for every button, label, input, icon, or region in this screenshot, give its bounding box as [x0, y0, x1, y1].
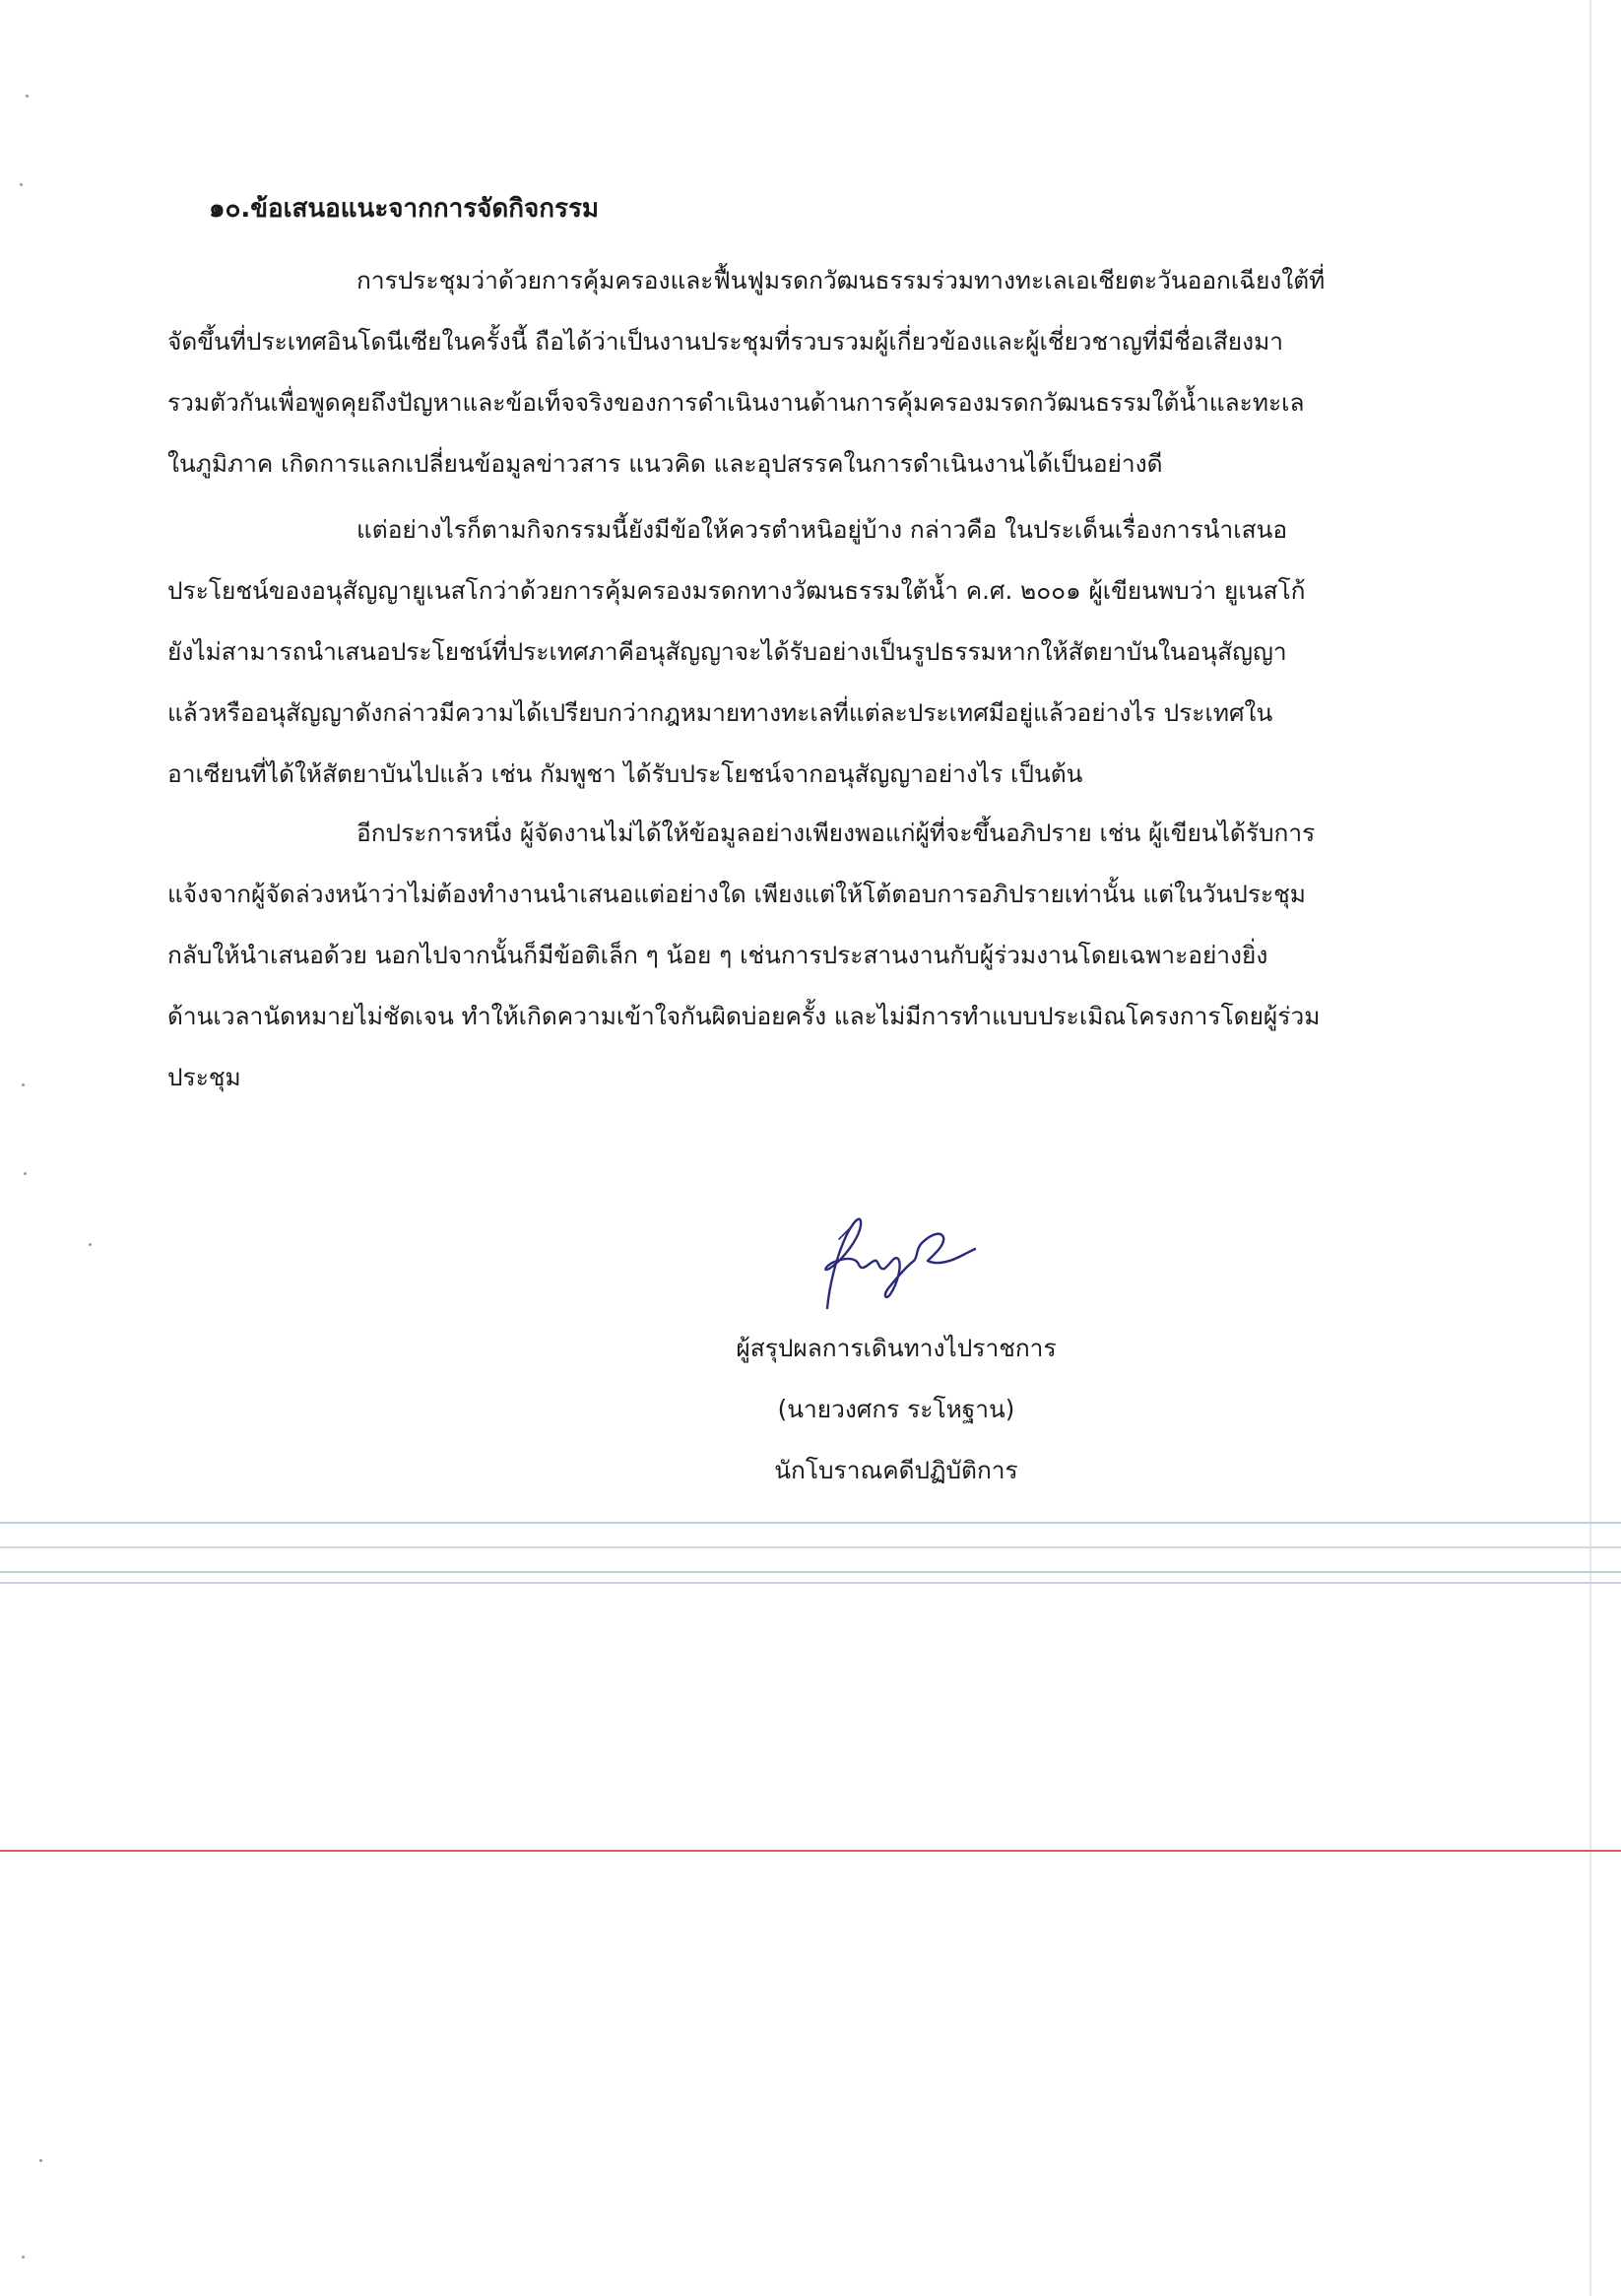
scan-speck [39, 2159, 42, 2162]
scan-speck [22, 2256, 25, 2259]
scan-rule [0, 1522, 1621, 1524]
scan-speck [26, 95, 29, 98]
paragraph-line: จัดขึ้นที่ประเทศอินโดนีเซียในครั้งนี้ ถือได้ว่าเป็นงานประชุมที่รวบรวมผู้เกี่ยวข้องและผู้เชี่ยวชาญที่มีชื่อเสียงมา [167, 327, 1284, 356]
handwritten-signature [788, 1200, 995, 1318]
paragraph-line: ยังไม่สามารถนำเสนอประโยชน์ที่ประเทศภาคีอนุสัญญาจะได้รับอย่างเป็นรูปธรรมหากให้สัตยาบันในอนุสัญญา [167, 637, 1287, 666]
signatory-position: นักโบราณคดีปฏิบัติการ [774, 1456, 1018, 1484]
paragraph-line: ประโยชน์ของอนุสัญญายูเนสโกว่าด้วยการคุ้มครองมรดกทางวัฒนธรรมใต้น้ำ ค.ศ. ๒๐๐๑ ผู้เขียนพบว่า ยูเนสโก้ [167, 576, 1306, 605]
paragraph-line: แจ้งจากผู้จัดล่วงหน้าว่าไม่ต้องทำงานนำเสนอแต่อย่างใด เพียงแต่ให้โต้ตอบการอภิปรายเท่านั้น แต่ในวันประชุม [167, 880, 1306, 908]
section-heading: ๑๐.ข้อเสนอแนะจากการจัดกิจกรรม [209, 194, 600, 224]
paragraph-line: อาเซียนที่ได้ให้สัตยาบันไปแล้ว เช่น กัมพูชา ได้รับประโยชน์จากอนุสัญญาอย่างไร เป็นต้น [167, 759, 1083, 788]
scan-rule [0, 1571, 1621, 1573]
paragraph-line: ด้านเวลานัดหมายไม่ชัดเจน ทำให้เกิดความเข้าใจกันผิดบ่อยครั้ง และไม่มีการทำแบบประเมิณโครงการโดยผู้ร่วม [167, 1002, 1321, 1030]
signature-lines [689, 1318, 1103, 1501]
paragraph-3 [167, 803, 1428, 1108]
scan-speck [20, 183, 23, 186]
page-edge [1589, 0, 1591, 2296]
scan-rule [0, 1546, 1621, 1548]
scan-speck [22, 1083, 25, 1086]
paragraph-2 [167, 499, 1428, 805]
paragraph-line: กลับให้นำเสนอด้วย นอกไปจากนั้นก็มีข้อติเล็ก ๆ น้อย ๆ เช่นการประสานงานกับผู้ร่วมงานโดยเฉพาะอย่างยิ่ง [167, 941, 1268, 969]
scan-speck [24, 1172, 27, 1175]
paragraph-line: แต่อย่างไรก็ตามกิจกรรมนี้ยังมีข้อให้ควรตำหนิอยู่บ้าง กล่าวคือ ในประเด็นเรื่องการนำเสนอ [357, 515, 1288, 544]
scan-speck [89, 1243, 92, 1246]
paragraph-line: การประชุมว่าด้วยการคุ้มครองและฟื้นฟูมรดกวัฒนธรรมร่วมทางทะเลเอเชียตะวันออกเฉียงใต้ที่ [357, 266, 1326, 295]
signatory-name: (นายวงศกร ระโหฐาน) [777, 1395, 1015, 1423]
paragraph-line: ในภูมิภาค เกิดการแลกเปลี่ยนข้อมูลข่าวสาร แนวคิด และอุปสรรคในการดำเนินงานได้เป็นอย่างดี [167, 449, 1163, 478]
paragraph-line: แล้วหรืออนุสัญญาดังกล่าวมีความได้เปรียบกว่ากฎหมายทางทะเลที่แต่ละประเทศมีอยู่แล้วอย่างไร ประเทศใน [167, 698, 1273, 727]
scan-rule-red [0, 1850, 1621, 1852]
paragraph-line: รวมตัวกันเพื่อพูดคุยถึงปัญหาและข้อเท็จจริงของการดำเนินงานด้านการคุ้มครองมรดกวัฒนธรรมใต้น้ำและทะเล [167, 388, 1305, 417]
paragraph-line: ประชุม [167, 1063, 241, 1091]
scan-rule [0, 1582, 1621, 1584]
paragraph-line: อีกประการหนึ่ง ผู้จัดงานไม่ได้ให้ข้อมูลอย่างเพียงพอแก่ผู้ที่จะขึ้นอภิปราย เช่น ผู้เขียนได้รับการ [357, 819, 1316, 847]
paragraph-1 [167, 250, 1428, 494]
signatory-role: ผู้สรุปผลการเดินทางไปราชการ [736, 1334, 1057, 1362]
